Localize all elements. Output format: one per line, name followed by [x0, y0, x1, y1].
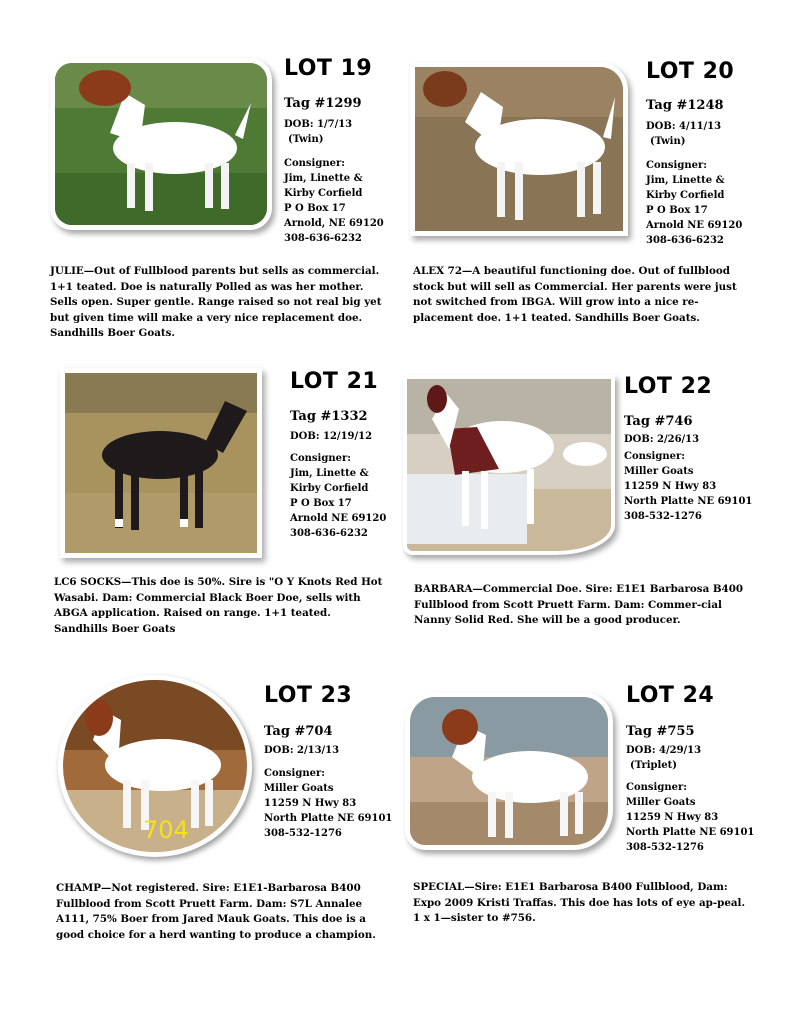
lot-20-consignor-line: Kirby Corfield	[646, 190, 725, 201]
lot-23-consignor-line: 11259 N Hwy 83	[264, 798, 357, 809]
lot-23-consignor-line: 308-532-1276	[264, 828, 342, 839]
lot-19-consignor-line: P O Box 17	[284, 203, 346, 214]
lot-21-description: LC6 SOCKS—This doe is 50%. Sire is "O Y Knots Red Hot Wasabi. Dam: Commercial Black Boer Doe, sells with ABGA application. Raised on range. 1+1 teated. Sandhills Boer Goats	[54, 576, 383, 635]
lot-23-consignor-line: North Platte NE 69101	[264, 813, 393, 824]
lot-20-dob: DOB: 4/11/13	[646, 121, 722, 132]
lot-20-title: LOT 20	[646, 59, 735, 84]
lot-20-photo	[410, 62, 628, 236]
lot-24-consignor-line: North Platte NE 69101	[626, 827, 755, 838]
lot-22-info	[624, 432, 752, 524]
lot-21-consignor-line: Jim, Linette &	[290, 468, 369, 479]
lot-23-consignor-label: Consigner:	[264, 768, 325, 779]
lot-21-info	[290, 429, 386, 541]
lot-21-consignor-line: Kirby Corfield	[290, 483, 369, 494]
lot-24-info	[626, 743, 754, 855]
lot-20-info	[646, 119, 742, 248]
lot-22-consignor-line: North Platte NE 69101	[624, 496, 753, 507]
lot-24-consignor-label: Consigner:	[626, 782, 687, 793]
lot-19-consignor-label: Consigner:	[284, 158, 345, 169]
lot-21-dob: DOB: 12/19/12	[290, 431, 373, 442]
lot-20-consignor-line: Arnold NE 69120	[646, 220, 743, 231]
lot-21-photo	[60, 368, 262, 558]
lot-22-tag: Tag #746	[624, 414, 693, 429]
lot-21-consignor-label: Consigner:	[290, 453, 351, 464]
lot-22-consignor-line: 308-532-1276	[624, 511, 702, 522]
lot-19-consignor-line: Kirby Corfield	[284, 188, 363, 199]
lot-24-consignor-line: 11259 N Hwy 83	[626, 812, 719, 823]
lot-22-consignor-label: Consigner:	[624, 451, 685, 462]
lot-21-tag: Tag #1332	[290, 409, 368, 424]
lot-22-consignor-line: 11259 N Hwy 83	[624, 481, 717, 492]
lot-19-description: JULIE—Out of Fullblood parents but sells as commercial. 1+1 teated. Doe is naturally Polled as was her mother. Sells open. Super gentle. Range raised so not real big yet but given time will make a very nice replacement doe. Sandhills Boer Goats.	[50, 265, 382, 339]
lot-22-description: BARBARA—Commercial Doe. Sire: E1E1 Barbarosa B400 Fullblood from Scott Pruett Farm. Dam: Commer-cial Nanny Solid Red. She will be a good producer.	[414, 583, 744, 626]
lot-24-consignor-line: Miller Goats	[626, 797, 696, 808]
lot-24-consignor-line: 308-532-1276	[626, 842, 704, 853]
lot-24-tag: Tag #755	[626, 724, 695, 739]
lot-24-title: LOT 24	[626, 683, 715, 708]
lot-19-tag: Tag #1299	[284, 96, 362, 111]
lot-19-consignor-line: 308-636-6232	[284, 233, 362, 244]
lot-23-consignor-line: Miller Goats	[264, 783, 334, 794]
lot-21-consignor-line: P O Box 17	[290, 498, 352, 509]
lot-19-photo	[50, 58, 272, 230]
lot-23-photo	[58, 675, 252, 857]
lot-21-title: LOT 21	[290, 369, 379, 394]
lot-24-birth: (Triplet)	[630, 760, 678, 771]
lot-20-consignor-line: P O Box 17	[646, 205, 708, 216]
lot-19-consignor-line: Arnold, NE 69120	[284, 218, 384, 229]
lot-21-consignor-line: Arnold NE 69120	[290, 513, 387, 524]
lot-20-description: ALEX 72—A beautiful functioning doe. Out of fullblood stock but will sell as Commercial. Her parents were just not switched from IBGA. Will grow into a nice re-placement doe. 1+1 teated. Sandhills Boer Goats.	[413, 265, 737, 324]
lot-23-tag: Tag #704	[264, 724, 333, 739]
lot-20-consignor-line: Jim, Linette &	[646, 175, 725, 186]
lot-19-title: LOT 19	[284, 56, 373, 81]
lot-23-description: CHAMP—Not registered. Sire: E1E1-Barbarosa B400 Fullblood from Scott Pruett Farm. Dam: S7L Annalee A111, 75% Boer from Jared Mauk Goats. This doe is a good choice for a herd wanting to produce a champion.	[56, 882, 376, 941]
lot-24-dob: DOB: 4/29/13	[626, 745, 702, 756]
lot-19-birth: (Twin)	[288, 134, 324, 145]
lot-22-photo	[403, 375, 615, 555]
lot-19-dob: DOB: 1/7/13	[284, 119, 353, 130]
lot-22-consignor-line: Miller Goats	[624, 466, 694, 477]
lot-22-dob: DOB: 2/26/13	[624, 434, 700, 445]
lot-24-description: SPECIAL—Sire: E1E1 Barbarosa B400 Fullblood, Dam: Expo 2009 Kristi Traffas. This doe has lots of eye ap-peal. 1 x 1—sister to #756.	[413, 881, 746, 924]
lot-23-info	[264, 743, 392, 841]
lot-24-photo	[405, 692, 613, 850]
lot-23-title: LOT 23	[264, 683, 353, 708]
lot-23-dob: DOB: 2/13/13	[264, 745, 340, 756]
lot-20-consignor-line: 308-636-6232	[646, 235, 724, 246]
lot-20-tag: Tag #1248	[646, 98, 724, 113]
lot-23-photo-number: 704	[143, 816, 189, 844]
lot-20-birth: (Twin)	[650, 136, 686, 147]
lot-19-consignor-line: Jim, Linette &	[284, 173, 363, 184]
lot-21-consignor-line: 308-636-6232	[290, 528, 368, 539]
lot-19-info	[284, 117, 384, 246]
lot-22-title: LOT 22	[624, 374, 713, 399]
lot-20-consignor-label: Consigner:	[646, 160, 707, 171]
